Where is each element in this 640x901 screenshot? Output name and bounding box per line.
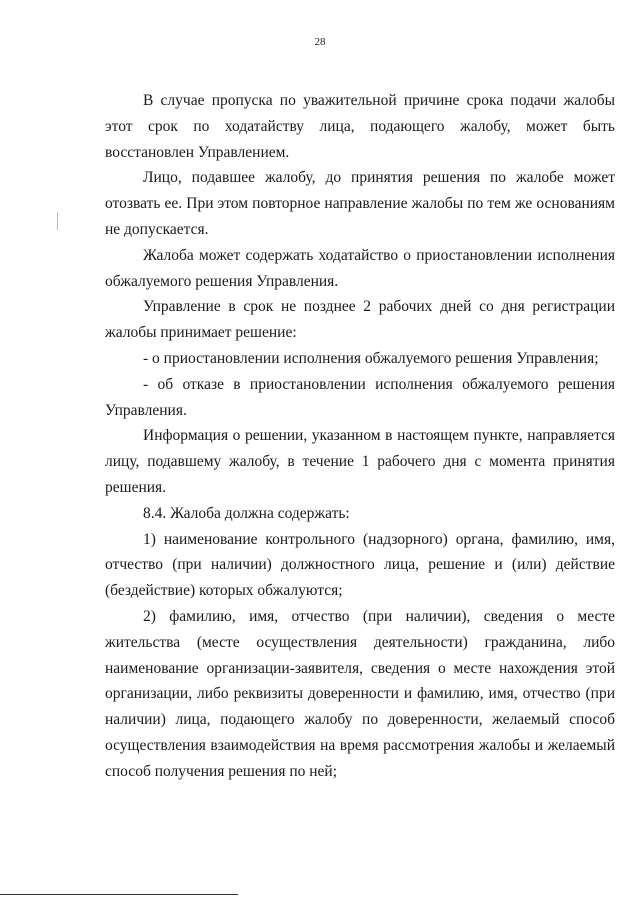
- document-body: [105, 88, 615, 785]
- margin-mark: [57, 212, 58, 230]
- list-item-2: 2) фамилию, имя, отчество (при наличии), сведения о месте жительства (месте осуществления деятельности) гражданина, либо наименование организации-заявителя, сведения о месте нахождения этой организации, либо реквизиты доверенности и фамилию, имя, отчество (при наличии) лица, подающего жалобу по доверенности, желаемый способ осуществления взаимодействия на время рассмотрения жалобы и желаемый способ получения решения по ней;: [105, 607, 615, 780]
- paragraph-suspension-petition: Жалоба может содержать ходатайство о приостановлении исполнения обжалуемого решения Управления.: [105, 246, 615, 290]
- list-item-1: 1) наименование контрольного (надзорного) органа, фамилию, имя, отчество (при наличии) должностного лица, решение и (или) действие (бездействие) которых обжалуются;: [105, 530, 615, 600]
- section-heading-8-4: 8.4. Жалоба должна содержать:: [143, 504, 350, 522]
- paragraph-withdraw-complaint: Лицо, подавшее жалобу, до принятия решения по жалобе может отозвать ее. При этом повторное направление жалобы по тем же основаниям не допускается.: [105, 169, 615, 238]
- paragraph-restoration-deadline: В случае пропуска по уважительной причине срока подачи жалобы этот срок по ходатайству лица, подающего жалобу, может быть восстановлен Управлением.: [105, 92, 615, 161]
- paragraph-information: Информация о решении, указанном в настоящем пункте, направляется лицу, подавшему жалобу, в течение 1 рабочего дня с момента принятия решения.: [105, 427, 615, 496]
- paragraph-option-refuse: - об отказе в приостановлении исполнения обжалуемого решения Управления.: [105, 375, 615, 419]
- footnote-rule: [0, 894, 238, 895]
- paragraph-decision-deadline: Управление в срок не позднее 2 рабочих дней со дня регистрации жалобы принимает решение:: [105, 298, 615, 342]
- page-number: 28: [314, 36, 326, 48]
- paragraph-option-suspend: - о приостановлении исполнения обжалуемого решения Управления;: [143, 349, 599, 367]
